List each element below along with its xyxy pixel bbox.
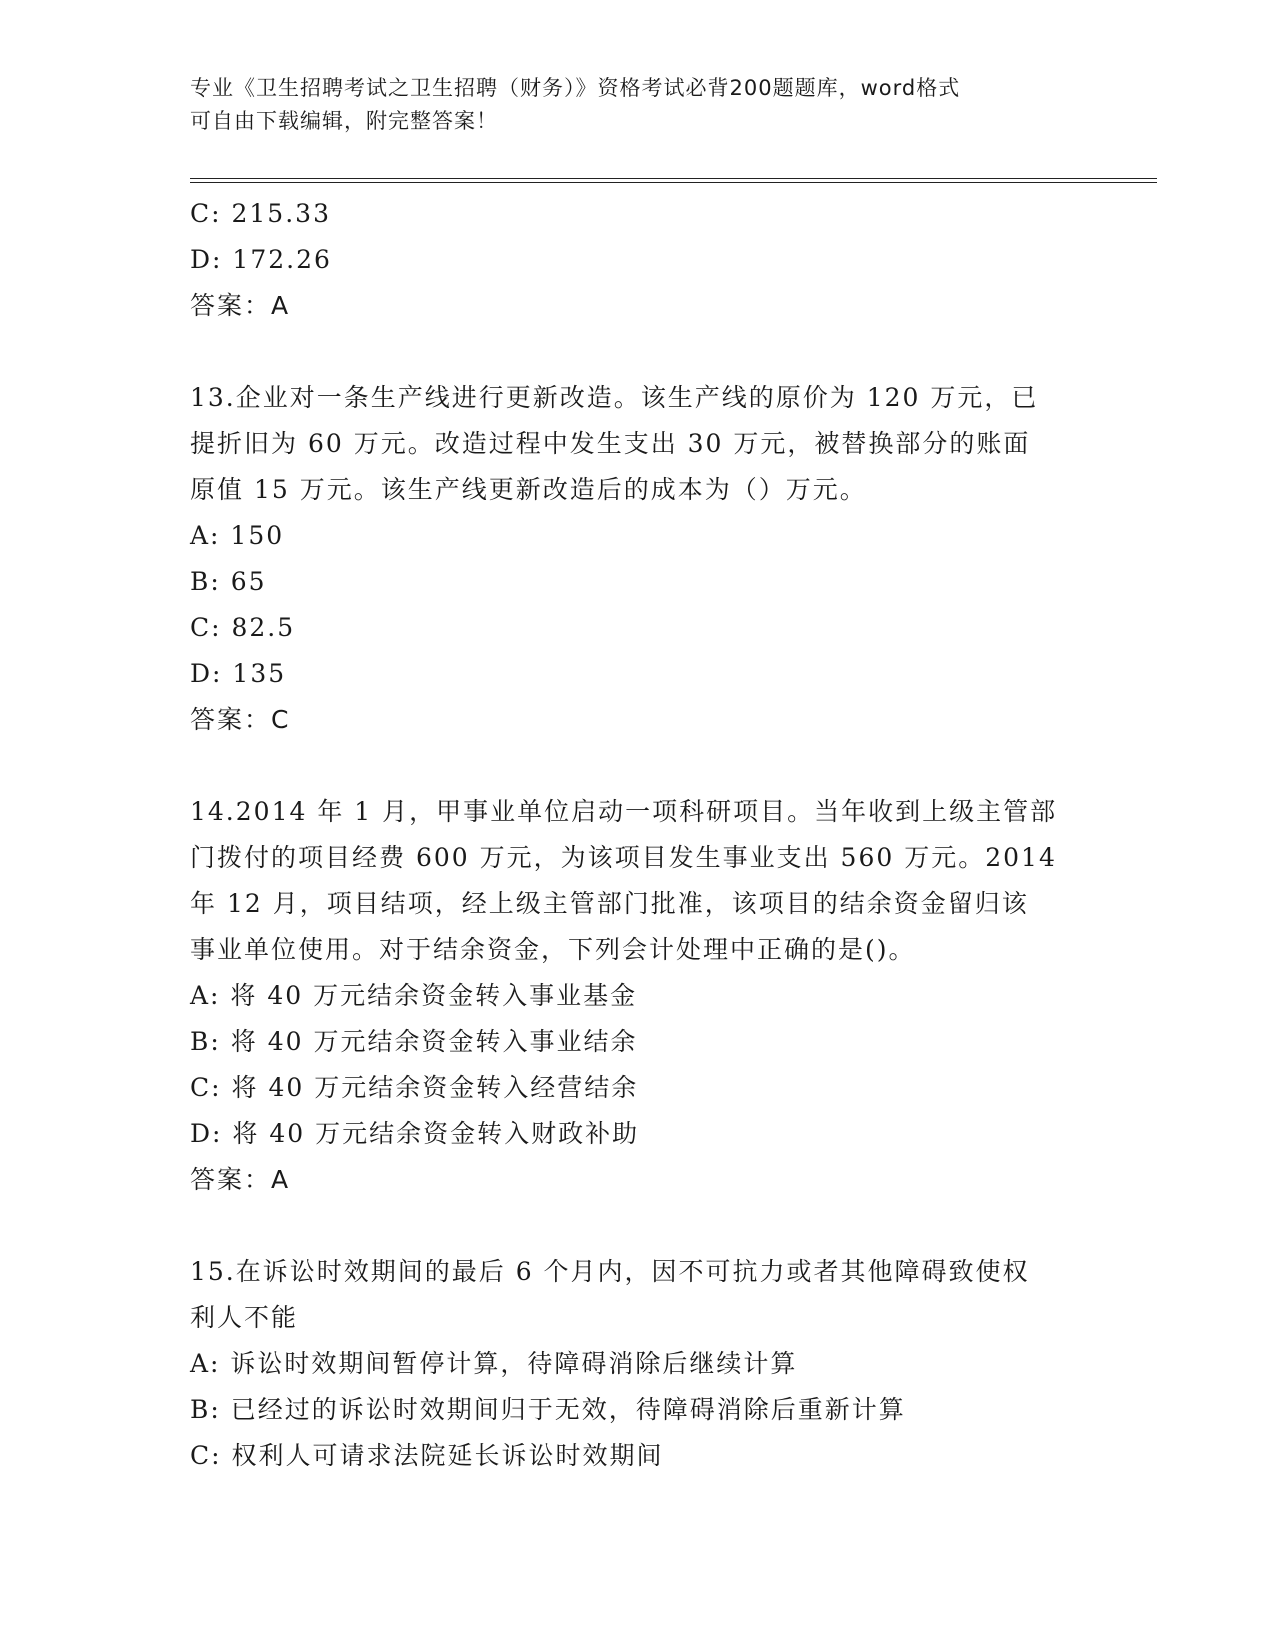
option-b: B: 65 (190, 567, 267, 596)
question-stem-line: 13.企业对一条生产线进行更新改造。该生产线的原价为 120 万元，已 (190, 383, 1039, 412)
question-12 (190, 191, 1090, 329)
question-stem-line: 提折旧为 60 万元。改造过程中发生支出 30 万元，被替换部分的账面 (190, 429, 1031, 458)
answer-line: 答案：A (190, 291, 291, 320)
option-d: D: 135 (190, 659, 287, 688)
option-c: C: 权利人可请求法院延长诉讼时效期间 (190, 1441, 664, 1470)
option-a: A: 150 (190, 521, 285, 550)
document-body (190, 191, 1090, 1479)
question-stem-line: 年 12 月，项目结项，经上级主管部门批准，该项目的结余资金留归该 (190, 889, 1029, 918)
question-13 (190, 375, 1090, 743)
spacer (190, 1203, 1090, 1249)
question-stem-line: 门拨付的项目经费 600 万元，为该项目发生事业支出 560 万元。2014 (190, 843, 1057, 872)
question-stem-line: 利人不能 (190, 1303, 299, 1332)
answer-line: 答案：A (190, 1165, 291, 1194)
option-d: D: 将 40 万元结余资金转入财政补助 (190, 1119, 640, 1148)
question-stem-line: 14.2014 年 1 月，甲事业单位启动一项科研项目。当年收到上级主管部 (190, 797, 1058, 826)
question-15 (190, 1249, 1090, 1479)
option-d: D: 172.26 (190, 245, 332, 274)
option-c: C: 82.5 (190, 613, 296, 642)
header-divider-bottom (190, 182, 1157, 183)
question-14 (190, 789, 1090, 1203)
question-stem-line: 事业单位使用。对于结余资金，下列会计处理中正确的是()。 (190, 935, 916, 964)
document-header (190, 72, 1090, 138)
header-line-2: 可自由下载编辑，附完整答案！ (190, 109, 498, 133)
option-a: A: 诉讼时效期间暂停计算，待障碍消除后继续计算 (190, 1349, 798, 1378)
question-stem-line: 15.在诉讼时效期间的最后 6 个月内，因不可抗力或者其他障碍致使权 (190, 1257, 1030, 1286)
question-stem-line: 原值 15 万元。该生产线更新改造后的成本为（）万元。 (190, 475, 867, 504)
spacer (190, 329, 1090, 375)
option-b: B: 将 40 万元结余资金转入事业结余 (190, 1027, 638, 1056)
option-c: C: 将 40 万元结余资金转入经营结余 (190, 1073, 639, 1102)
header-line-1: 专业《卫生招聘考试之卫生招聘（财务）》资格考试必背200题题库，word格式 (190, 76, 961, 100)
option-b: B: 已经过的诉讼时效期间归于无效，待障碍消除后重新计算 (190, 1395, 906, 1424)
answer-line: 答案：C (190, 705, 291, 734)
option-a: A: 将 40 万元结余资金转入事业基金 (190, 981, 638, 1010)
spacer (190, 743, 1090, 789)
option-c: C: 215.33 (190, 199, 331, 228)
header-divider-top (190, 178, 1157, 179)
